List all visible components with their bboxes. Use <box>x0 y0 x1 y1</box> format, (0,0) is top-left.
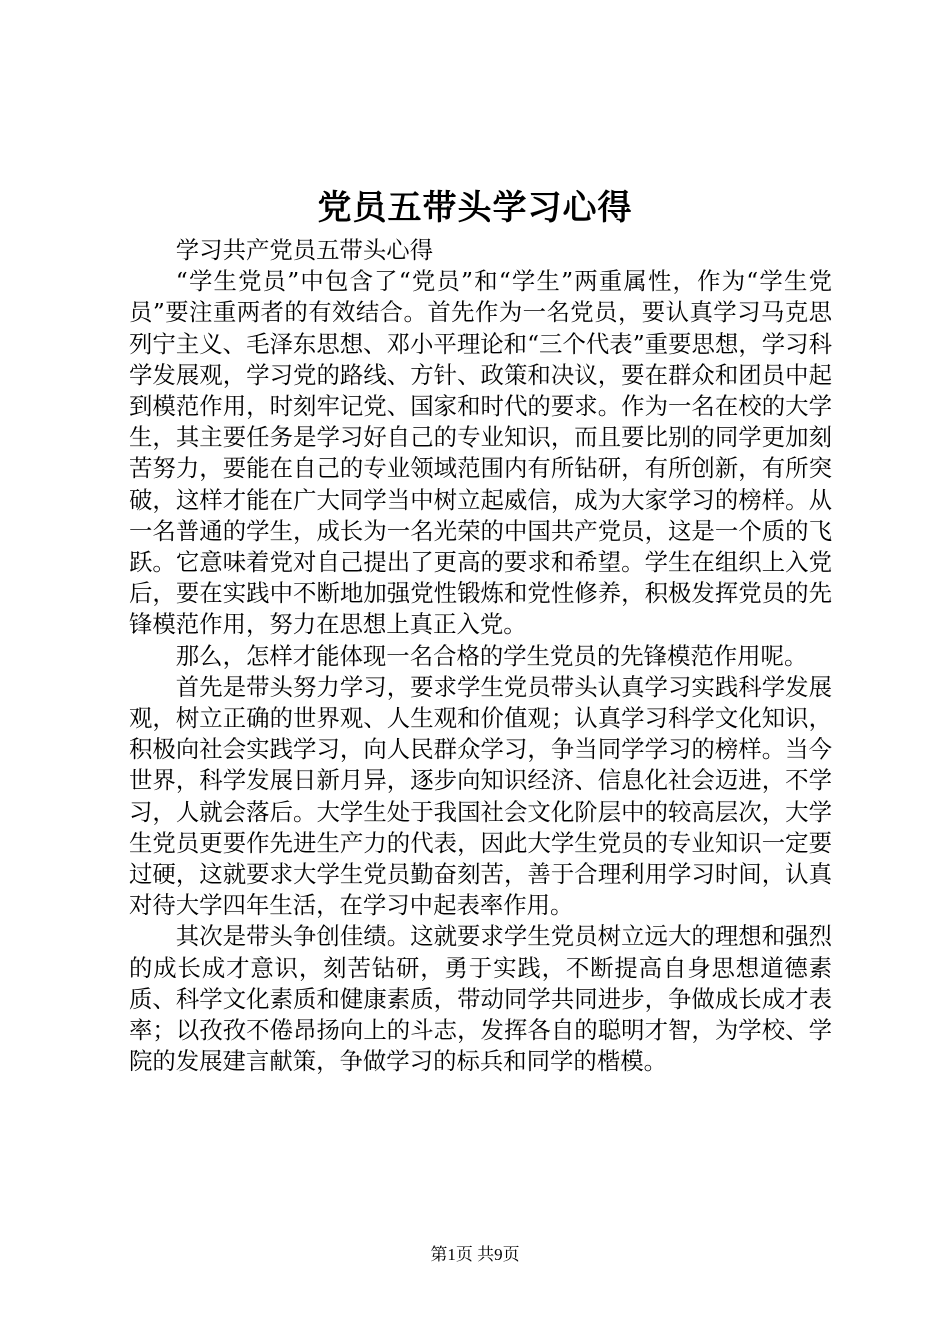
document-title: 党员五带头学习心得 <box>317 188 633 228</box>
paragraph-3: 首先是带头努力学习，要求学生党员带头认真学习实践科学发展观，树立正确的世界观、人生观和价值观；认真学习科学文化知识，积极向社会实践学习，向人民群众学习，争当同学学习的榜样。当今世界，科学发展日新月异，逐步向知识经济、信息化社会迈进，不学习，人就会落后。大学生处于我国社会文化阶层中的较高层次，大学生党员更要作先进生产力的代表，因此大学生党员的专业知识一定要过硬，这就要求大学生党员勤奋刻苦，善于合理利用学习时间，认真对待大学四年生活，在学习中起表率作用。 <box>129 672 832 920</box>
document-body <box>129 235 832 1077</box>
document-subtitle: 学习共产党员五带头心得 <box>175 236 434 264</box>
page-number-footer: 第1页 共9页 <box>430 1245 520 1264</box>
paragraph-4: 其次是带头争创佳绩。这就要求学生党员树立远大的理想和强烈的成长成才意识，刻苦钻研，勇于实践，不断提高自身思想道德素质、科学文化素质和健康素质，带动同学共同进步，争做成长成才表率；以孜孜不倦昂扬向上的斗志，发挥各自的聪明才智，为学校、学院的发展建言献策，争做学习的标兵和同学的楷模。 <box>129 922 832 1076</box>
paragraph-1: “学生党员”中包含了“党员”和“学生”两重属性，作为“学生党员”要注重两者的有效结合。首先作为一名党员，要认真学习马克思列宁主义、毛泽东思想、邓小平理论和“三个代表”重要思想，学习科学发展观，学习党的路线、方针、政策和决议，要在群众和团员中起到模范作用，时刻牢记党、国家和时代的要求。作为一名在校的大学生，其主要任务是学习好自己的专业知识，而且要比别的同学更加刻苦努力，要能在自己的专业领域范围内有所钻研，有所创新，有所突破，这样才能在广大同学当中树立起威信，成为大家学习的榜样。从一名普通的学生，成长为一名光荣的中国共产党员，这是一个质的飞跃。它意味着党对自己提出了更高的要求和希望。学生在组织上入党后，要在实践中不断地加强党性锻炼和党性修养，积极发挥党员的先锋模范作用，努力在思想上真正入党。 <box>129 267 832 639</box>
paragraph-2: 那么，怎样才能体现一名合格的学生党员的先锋模范作用呢。 <box>175 641 808 670</box>
